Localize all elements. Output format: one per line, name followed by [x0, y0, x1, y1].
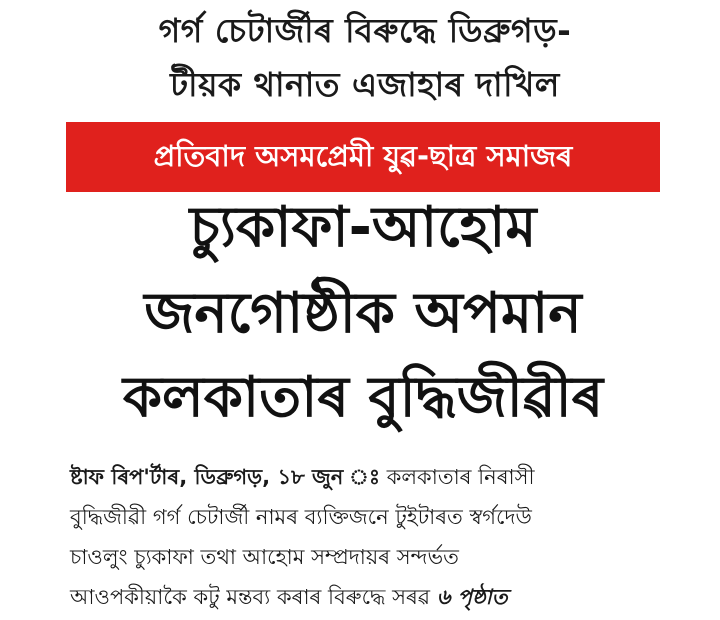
body-line-4	[70, 578, 665, 618]
body-line-3: চাওলুং চ্যুকাফা তথা আহোম সম্প্ৰদায়ৰ সন্দৰ্ভত	[70, 544, 459, 569]
continued-on-page: ৬ পৃষ্ঠাত	[436, 584, 508, 609]
body-line-1	[70, 458, 665, 498]
body-line-4-text: আওপকীয়াকৈ কটু মন্তব্য কৰাৰ বিৰুদ্ধে সৰৱ	[70, 584, 431, 609]
article-body	[70, 458, 665, 618]
dateline: ষ্টাফ ৰিপ'ৰ্টাৰ, ডিব্ৰুগড়, ১৮ জুন ঃ	[70, 465, 381, 489]
banner-text: প্ৰতিবাদ অসমপ্ৰেমী যুৱ-ছাত্ৰ সমাজৰ	[153, 139, 573, 173]
headline-line-3: কলকাতাৰ বুদ্ধিজীৱীৰ	[122, 365, 604, 430]
headline-line-1: চ্যুকাফা-আহোম	[189, 195, 537, 260]
body-line-1-text: কলকাতাৰ নিৰাসী	[380, 465, 535, 489]
kicker-line-1: গৰ্গ চেটাৰ্জীৰ বিৰুদ্ধে ডিব্ৰুগড়-	[158, 11, 572, 50]
body-line-2: বুদ্ধিজীৱী গৰ্গ চেটাৰ্জী নামৰ ব্যক্তিজনে টুইটাৰত স্বৰ্গদেউ	[70, 504, 532, 529]
kicker-line-2: টীয়ক থানাত এজাহাৰ দাখিল	[170, 65, 560, 104]
red-banner	[66, 122, 660, 192]
headline-line-2: জনগোষ্ঠীক অপমান	[144, 281, 582, 346]
